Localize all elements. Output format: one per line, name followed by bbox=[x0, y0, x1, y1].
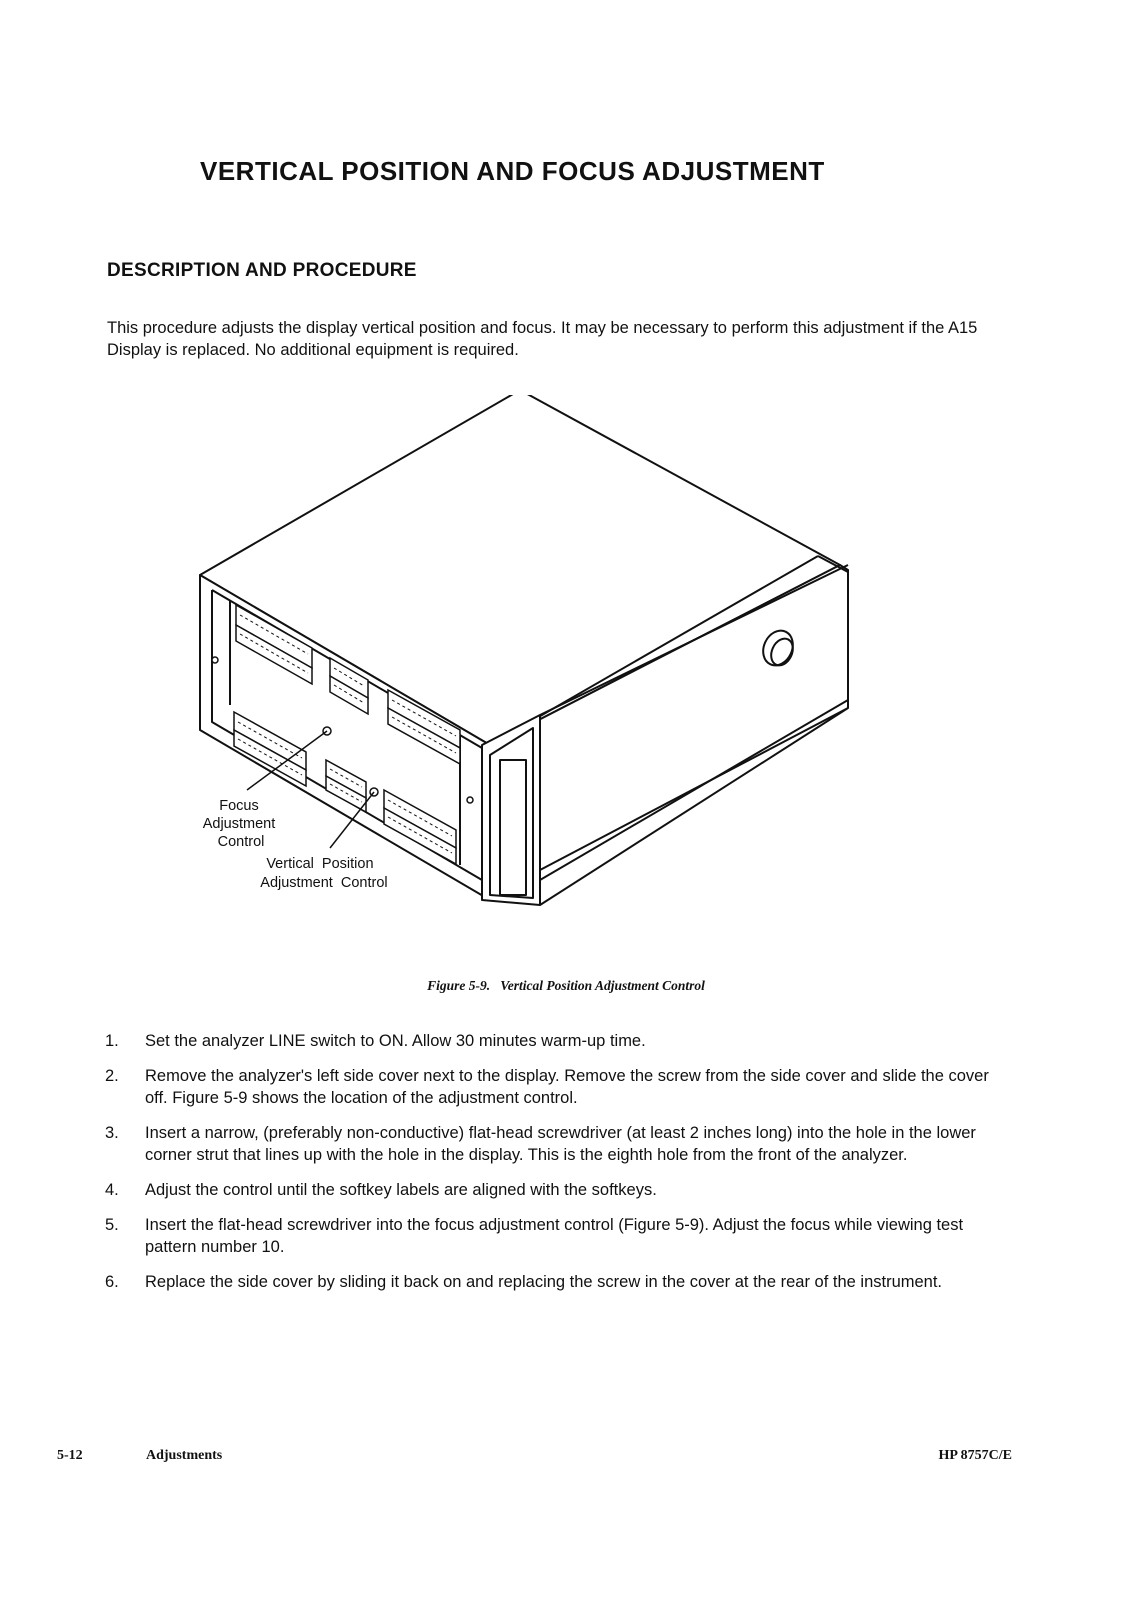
procedure-step bbox=[105, 1030, 990, 1052]
figure-caption-number: Figure 5-9. bbox=[427, 978, 491, 993]
figure-caption bbox=[0, 978, 1132, 994]
section-title: DESCRIPTION AND PROCEDURE bbox=[107, 260, 417, 281]
figure-caption-text: Vertical Position Adjustment Control bbox=[500, 978, 705, 993]
footer-page-number: 5-12 bbox=[57, 1448, 83, 1463]
page-title: VERTICAL POSITION AND FOCUS ADJUSTMENT bbox=[200, 156, 825, 186]
focus-label bbox=[203, 798, 280, 850]
step-number: 6. bbox=[105, 1273, 119, 1291]
step-number: 4. bbox=[105, 1181, 119, 1199]
step-number: 2. bbox=[105, 1067, 119, 1085]
step-text: Insert the flat-head screwdriver into the focus adjustment control (Figure 5-9). Adjust the focus while viewing test pattern number 10. bbox=[145, 1216, 964, 1256]
vertical-label-line-2: Adjustment Control bbox=[260, 875, 388, 891]
step-number: 1. bbox=[105, 1032, 119, 1050]
footer-model: HP 8757C/E bbox=[938, 1448, 1012, 1463]
procedure-steps bbox=[105, 1030, 990, 1306]
procedure-step bbox=[105, 1065, 990, 1109]
procedure-step bbox=[105, 1122, 990, 1166]
instrument-illustration bbox=[195, 395, 865, 955]
panel-hole-left bbox=[212, 657, 218, 663]
focus-label-line-2: Adjustment bbox=[202, 816, 276, 832]
step-text: Insert a narrow, (preferably non-conductive) flat-head screwdriver (at least 2 inches long) into the hole in the lower corner strut that lines up with the hole in the display. This is the eighth hole from the front of the analyzer. bbox=[145, 1124, 976, 1164]
panel-hole-right bbox=[467, 797, 473, 803]
focus-label-line-3: Control bbox=[217, 834, 265, 850]
procedure-step bbox=[105, 1271, 990, 1293]
procedure-step bbox=[105, 1179, 990, 1201]
step-text: Remove the analyzer's left side cover next to the display. Remove the screw from the side cover and slide the cover off. Figure 5-9 shows the location of the adjustment control. bbox=[145, 1067, 989, 1107]
procedure-step bbox=[105, 1214, 990, 1258]
step-number: 3. bbox=[105, 1124, 119, 1142]
step-number: 5. bbox=[105, 1216, 119, 1234]
step-text: Replace the side cover by sliding it back on and replacing the screw in the cover at the rear of the instrument. bbox=[145, 1273, 943, 1291]
step-text: Set the analyzer LINE switch to ON. Allow 30 minutes warm-up time. bbox=[145, 1032, 646, 1050]
vertical-label-line-1: Vertical Position bbox=[266, 856, 374, 872]
footer-section-name: Adjustments bbox=[146, 1448, 223, 1463]
focus-label-line-1: Focus bbox=[219, 798, 259, 814]
intro-paragraph: This procedure adjusts the display vertical position and focus. It may be necessary to perform this adjustment if the A15 Display is replaced. No additional equipment is required. bbox=[107, 319, 978, 359]
step-text: Adjust the control until the softkey labels are aligned with the softkeys. bbox=[145, 1181, 657, 1199]
